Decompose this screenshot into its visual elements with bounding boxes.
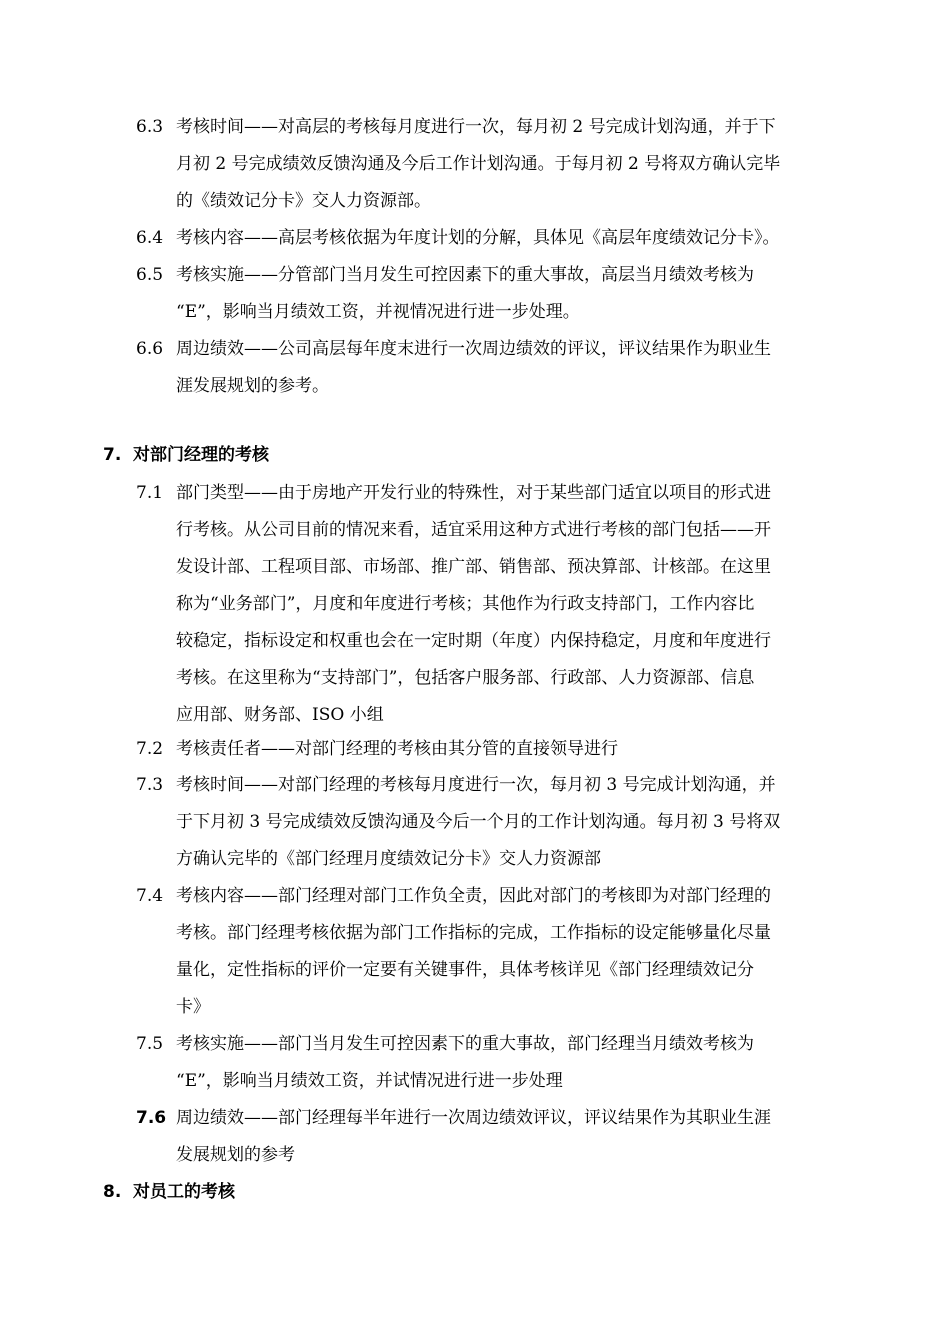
text-line: 考核。在这里称为“支持部门”，包括客户服务部、行政部、人力资源部、信息 bbox=[176, 668, 755, 688]
item-number: 7.2 bbox=[136, 739, 164, 759]
text-line: 涯发展规划的参考。 bbox=[176, 376, 329, 396]
text-line: 部门类型——由于房地产开发行业的特殊性，对于某些部门适宜以项目的形式进 bbox=[176, 483, 771, 503]
text-line: 考核时间——对部门经理的考核每月度进行一次，每月初 3 号完成计划沟通，并 bbox=[176, 775, 776, 795]
text-line: 方确认完毕的《部门经理月度绩效记分卡》交人力资源部 bbox=[176, 849, 601, 869]
list-item bbox=[136, 257, 864, 331]
list-item bbox=[136, 878, 864, 1026]
list-item bbox=[136, 220, 864, 257]
item-text bbox=[176, 220, 864, 257]
text-line: 考核时间——对高层的考核每月度进行一次，每月初 2 号完成计划沟通，并于下 bbox=[176, 117, 776, 137]
item-text bbox=[176, 331, 864, 405]
item-number: 6.3 bbox=[136, 117, 164, 137]
list-item bbox=[136, 731, 864, 768]
heading-text: 对员工的考核 bbox=[133, 1182, 235, 1202]
text-line: 考核内容——高层考核依据为年度计划的分解，具体见《高层年度绩效记分卡》。 bbox=[176, 228, 780, 248]
item-number: 6.4 bbox=[136, 228, 164, 248]
section-heading bbox=[103, 1177, 235, 1207]
section-heading bbox=[103, 440, 269, 470]
text-line: 周边绩效——公司高层每年度末进行一次周边绩效的评议，评议结果作为职业生 bbox=[176, 339, 771, 359]
text-line: 行考核。从公司目前的情况来看，适宜采用这种方式进行考核的部门包括——开 bbox=[176, 520, 771, 540]
heading-text: 对部门经理的考核 bbox=[133, 445, 269, 465]
text-line: 考核实施——分管部门当月发生可控因素下的重大事故，高层当月绩效考核为 bbox=[176, 265, 754, 285]
item-text bbox=[176, 1026, 864, 1100]
list-item bbox=[136, 475, 864, 734]
item-text bbox=[176, 109, 864, 220]
text-line: 较稳定，指标设定和权重也会在一定时期（年度）内保持稳定，月度和年度进行 bbox=[176, 631, 771, 651]
item-text bbox=[176, 475, 864, 734]
item-text bbox=[176, 878, 864, 1026]
text-line: 于下月初 3 号完成绩效反馈沟通及今后一个月的工作计划沟通。每月初 3 号将双 bbox=[176, 812, 781, 832]
list-item bbox=[136, 1100, 864, 1174]
list-item bbox=[136, 767, 864, 878]
text-line: 卡》 bbox=[176, 997, 210, 1017]
text-line: 的《绩效记分卡》交人力资源部。 bbox=[176, 191, 431, 211]
heading-number: 7. bbox=[103, 445, 122, 465]
item-text bbox=[176, 257, 864, 331]
text-line: 应用部、财务部、ISO 小组 bbox=[176, 705, 384, 725]
text-line: 称为“业务部门”，月度和年度进行考核；其他作为行政支持部门，工作内容比 bbox=[176, 594, 755, 614]
item-number: 7.5 bbox=[136, 1034, 164, 1054]
item-text bbox=[176, 767, 864, 878]
list-item bbox=[136, 331, 864, 405]
item-number: 6.6 bbox=[136, 339, 164, 359]
list-item bbox=[136, 1026, 864, 1100]
item-number: 7.4 bbox=[136, 886, 164, 906]
heading-number: 8. bbox=[103, 1182, 122, 1202]
text-line: 周边绩效——部门经理每半年进行一次周边绩效评议，评议结果作为其职业生涯 bbox=[176, 1108, 771, 1128]
text-line: 发展规划的参考 bbox=[176, 1145, 295, 1165]
text-line: 考核实施——部门当月发生可控因素下的重大事故，部门经理当月绩效考核为 bbox=[176, 1034, 754, 1054]
text-line: 量化，定性指标的评价一定要有关键事件，具体考核详见《部门经理绩效记分 bbox=[176, 960, 754, 980]
item-text bbox=[176, 731, 864, 768]
item-number: 6.5 bbox=[136, 265, 164, 285]
item-number: 7.1 bbox=[136, 483, 164, 503]
text-line: “E”，影响当月绩效工资，并试情况进行进一步处理 bbox=[176, 1071, 563, 1091]
text-line: 发设计部、工程项目部、市场部、推广部、销售部、预决算部、计核部。在这里 bbox=[176, 557, 771, 577]
text-line: 考核责任者——对部门经理的考核由其分管的直接领导进行 bbox=[176, 739, 618, 759]
text-line: 考核。部门经理考核依据为部门工作指标的完成，工作指标的设定能够量化尽量 bbox=[176, 923, 771, 943]
list-item bbox=[136, 109, 864, 220]
item-text bbox=[176, 1100, 864, 1174]
item-number: 7.6 bbox=[136, 1108, 167, 1128]
text-line: 月初 2 号完成绩效反馈沟通及今后工作计划沟通。于每月初 2 号将双方确认完毕 bbox=[176, 154, 781, 174]
text-line: “E”，影响当月绩效工资，并视情况进行进一步处理。 bbox=[176, 302, 580, 322]
item-number: 7.3 bbox=[136, 775, 164, 795]
text-line: 考核内容——部门经理对部门工作负全责，因此对部门的考核即为对部门经理的 bbox=[176, 886, 771, 906]
